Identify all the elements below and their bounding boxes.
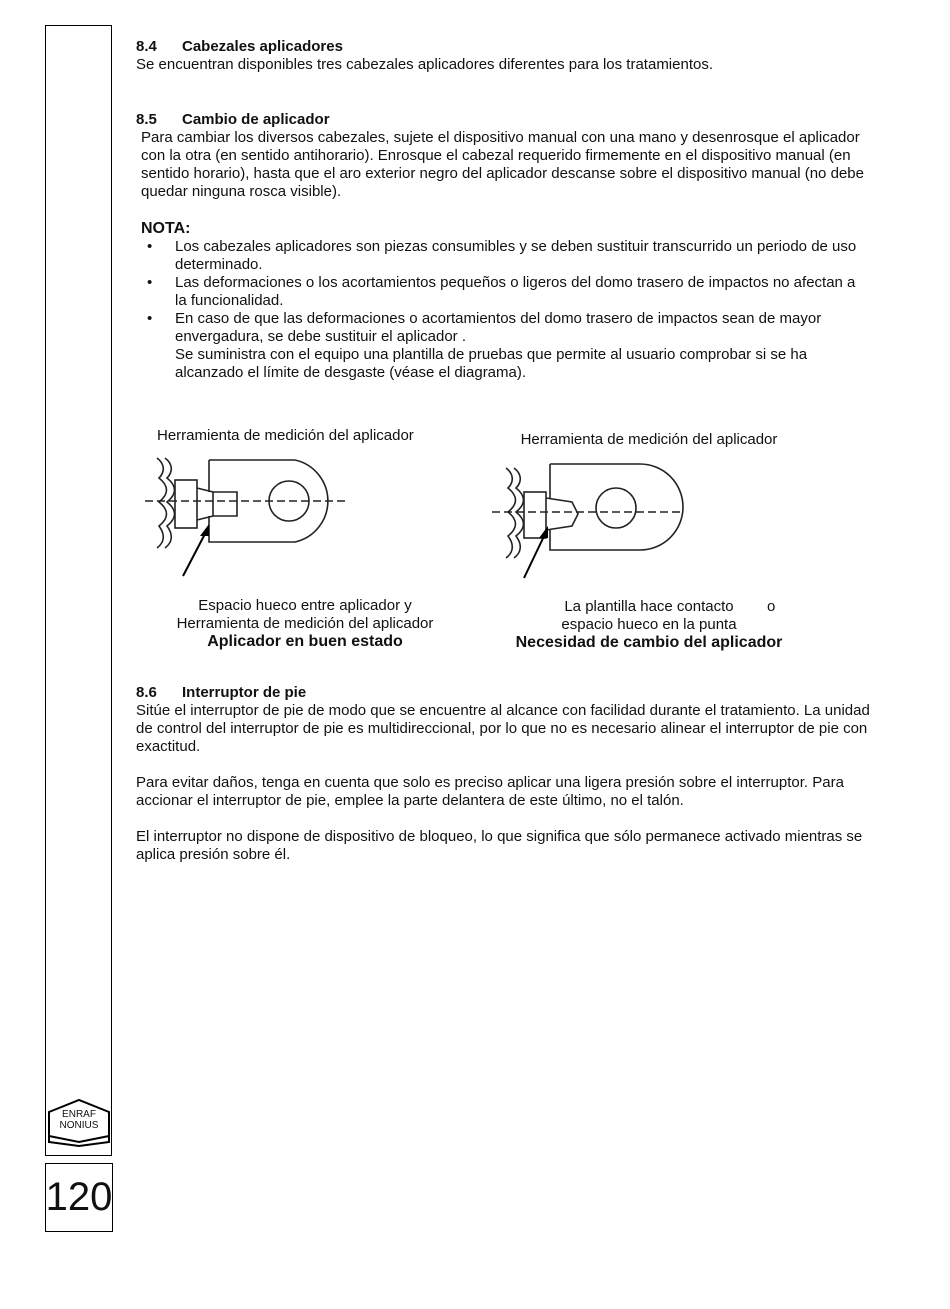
caption-line: espacio hueco en la punta bbox=[561, 616, 737, 633]
caption-or: o bbox=[767, 598, 776, 615]
caption-line: Herramienta de medición del aplicador bbox=[176, 615, 434, 632]
page-number: 120 bbox=[45, 1163, 113, 1232]
caption-bold: Aplicador en buen estado bbox=[207, 633, 403, 650]
figure-right-caption bbox=[484, 598, 814, 652]
side-margin-bar bbox=[45, 25, 112, 1156]
section-heading bbox=[136, 38, 871, 56]
caption-line: La plantilla hace contacto bbox=[564, 598, 734, 615]
applicator-diagram-worn bbox=[492, 450, 702, 585]
section-title: Interruptor de pie bbox=[182, 684, 307, 701]
nota-label: NOTA: bbox=[141, 220, 191, 237]
list-item-extra: Se suministra con el equipo una plantilla de pruebas que permite al usuario comprobar si se ha alcanzado el límite de desgaste (véase el diagrama). bbox=[175, 346, 808, 381]
logo-line1: ENRAF bbox=[62, 1109, 96, 1120]
caption-bold: Necesidad de cambio del aplicador bbox=[515, 634, 783, 651]
applicator-diagram-good bbox=[145, 450, 355, 585]
caption-line: Espacio hueco entre aplicador y bbox=[198, 597, 412, 614]
section-number: 8.4 bbox=[136, 38, 157, 55]
list-item: • Las deformaciones o los acortamientos pequeños o ligeros del domo trasero de impactos no afectan a la funcionalidad. bbox=[141, 274, 871, 310]
section-heading bbox=[136, 684, 871, 702]
list-item: • Los cabezales aplicadores son piezas consumibles y se deben sustituir transcurrido un periodo de uso determinado. bbox=[141, 238, 871, 274]
figure-left-title: Herramienta de medición del aplicador bbox=[157, 427, 414, 444]
section-title: Cabezales aplicadores bbox=[182, 38, 343, 55]
section-number: 8.6 bbox=[136, 684, 157, 701]
enraf-nonius-logo bbox=[47, 1098, 111, 1148]
section-8-4 bbox=[136, 38, 871, 74]
section-heading bbox=[136, 111, 871, 129]
section-8-5 bbox=[136, 111, 871, 382]
section-text: Para cambiar los diversos cabezales, sujete el dispositivo manual con una mano y desenrosque el aplicador con la otra (en sentido antihorario). Enrosque el cabezal requerido firmemente en el dispositivo manual (en sentido horario), hasta que el aro exterior negro del aplicador descanse sobre el dispositivo manual (no debe quedar ninguna rosca visible). bbox=[141, 129, 864, 200]
list-item bbox=[141, 310, 871, 382]
figure-right-title: Herramienta de medición del aplicador bbox=[520, 431, 778, 448]
paragraph: Para evitar daños, tenga en cuenta que solo es preciso aplicar una ligera presión sobre el interruptor. Para accionar el interruptor de pie, emplee la parte delantera de este último, no el talón. bbox=[136, 774, 844, 809]
list-item-text: En caso de que las deformaciones o acortamientos del domo trasero de impactos sean de mayor envergadura, se debe sustituir el aplicador . bbox=[175, 310, 822, 345]
caption-line-wrap bbox=[484, 598, 814, 616]
paragraph: El interruptor no dispone de dispositivo de bloqueo, lo que significa que sólo permanece activado mientras se aplica presión sobre él. bbox=[136, 828, 863, 863]
figure-left-caption bbox=[140, 597, 470, 651]
section-title: Cambio de aplicador bbox=[182, 111, 330, 128]
section-number: 8.5 bbox=[136, 111, 157, 128]
logo-line2: NONIUS bbox=[59, 1120, 99, 1131]
nota-list bbox=[141, 238, 871, 382]
section-text: Se encuentran disponibles tres cabezales aplicadores diferentes para los tratamientos. bbox=[136, 56, 714, 73]
paragraph: Sitúe el interruptor de pie de modo que se encuentre al alcance con facilidad durante el tratamiento. La unidad de control del interruptor de pie es multidireccional, por lo que no es necesario alinear el interruptor de pie con exactitud. bbox=[136, 702, 870, 755]
section-8-6 bbox=[136, 684, 871, 864]
